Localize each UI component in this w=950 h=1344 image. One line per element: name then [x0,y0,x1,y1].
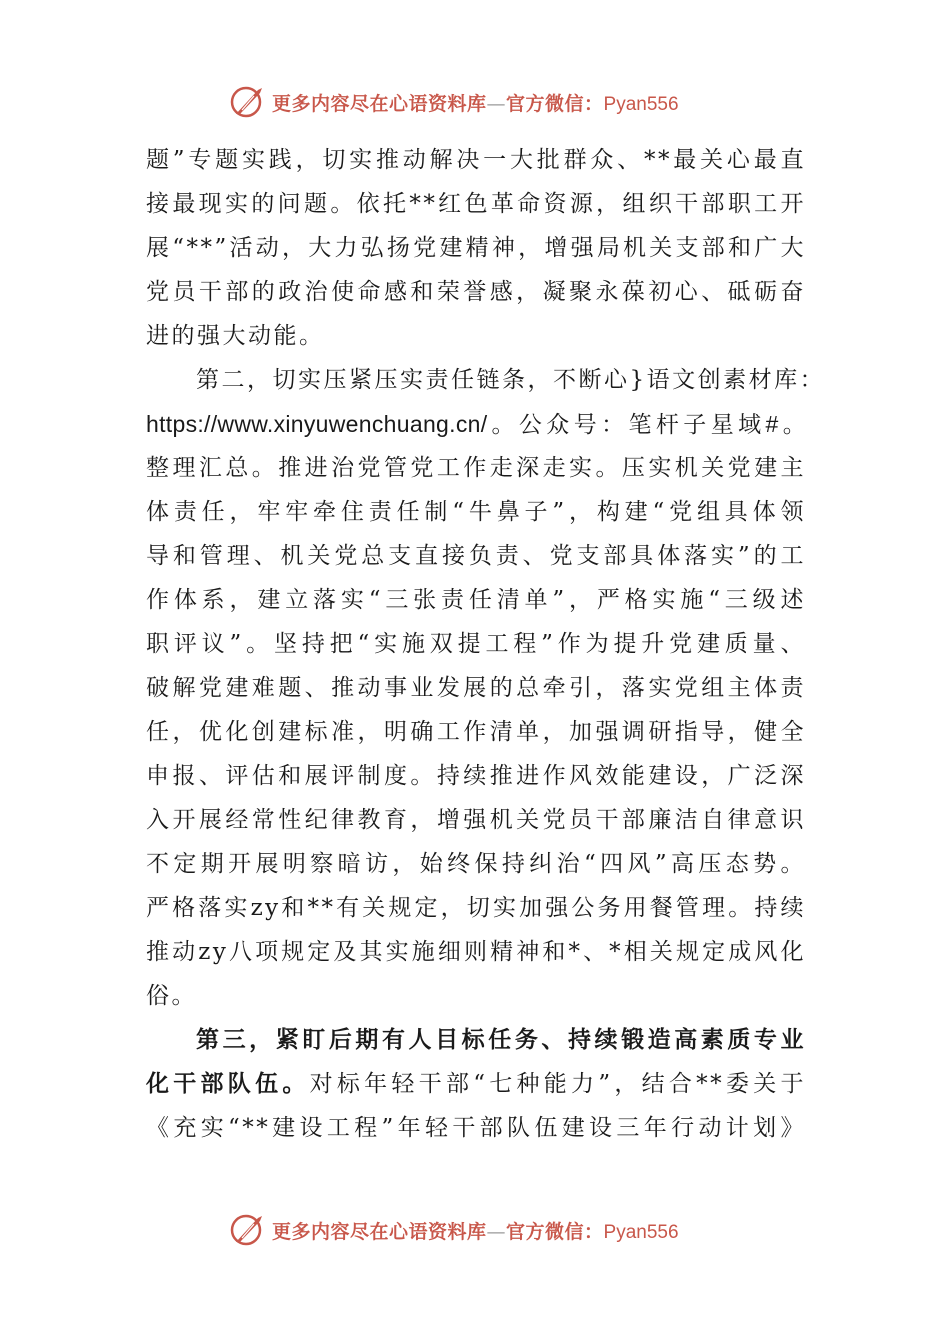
text-line: 任，优化创建标准，明确工作清单，加强调研指导，健全 [146,719,806,745]
text-line: 第二，切实压紧压实责任链条，不断心}语文创素材库： [196,367,826,393]
text-line: 导和管理、机关党总支直接负责、党支部具体落实”的工 [146,543,806,569]
text-line: 申报、评估和展评制度。持续推进作风效能建设，广泛深 [146,763,806,789]
text-line: 《充实“**建设工程”年轻干部队伍建设三年行动计划》 [146,1115,806,1141]
text-line: 作体系，建立落实“三张责任清单”，严格实施“三级述 [146,587,806,613]
text-line: 进的强大动能。 [146,323,325,349]
text-line [146,1062,806,1106]
text-span: 对标年轻干部“七种能力”，结合**委关于 [309,1071,806,1097]
quill-logo-icon [228,82,268,122]
text-line: 不定期开展明察暗访，始终保持纠治“四风”高压态势。 [146,851,806,877]
text-line: 职评议”。坚持把“实施双提工程”作为提升党建质量、 [146,631,806,657]
text-line: 展“**”活动，大力弘扬党建精神，增强局机关支部和广大 [146,235,806,261]
banner-text: 更多内容尽在心语资料库—官方微信：Pyan556 [272,92,679,115]
section-heading-line: 第三，紧盯后期有人目标任务、持续锻造高素质专业 [196,1026,806,1053]
text-line: 俗。 [146,983,197,1009]
text-line: 题”专题实践，切实推动解决一大批群众、**最关心最直 [146,147,806,173]
section-heading-end: 化干部队伍。 [146,1070,310,1097]
text-line: 破解党建难题、推动事业发展的总牵引，落实党组主体责 [146,675,806,701]
text-line: 严格落实zy和**有关规定，切实加强公务用餐管理。持续 [146,895,806,921]
quill-logo-icon [228,1210,268,1250]
text-line: 党员干部的政治使命感和荣誉感，凝聚永葆初心、砥砺奋 [146,279,806,305]
document-body [146,138,826,1150]
footer-banner [228,1208,679,1252]
text-line: 体责任，牢牢牵住责任制“牛鼻子”，构建“党组具体领 [146,499,806,525]
text-line: 整理汇总。推进治党管党工作走深走实。压实机关党建主 [146,455,806,481]
url-line: https://www.xinyuwenchuang.cn/。公众号：笔杆子星域#。 [146,411,806,437]
text-line: 接最现实的问题。依托**红色革命资源，组织干部职工开 [146,191,806,217]
header-banner [228,80,679,124]
text-line: 入开展经常性纪律教育，增强机关党员干部廉洁自律意识 [146,807,806,833]
text-line: 推动zy八项规定及其实施细则精神和*、*相关规定成风化 [146,939,806,965]
banner-text: 更多内容尽在心语资料库—官方微信：Pyan556 [272,1220,679,1243]
